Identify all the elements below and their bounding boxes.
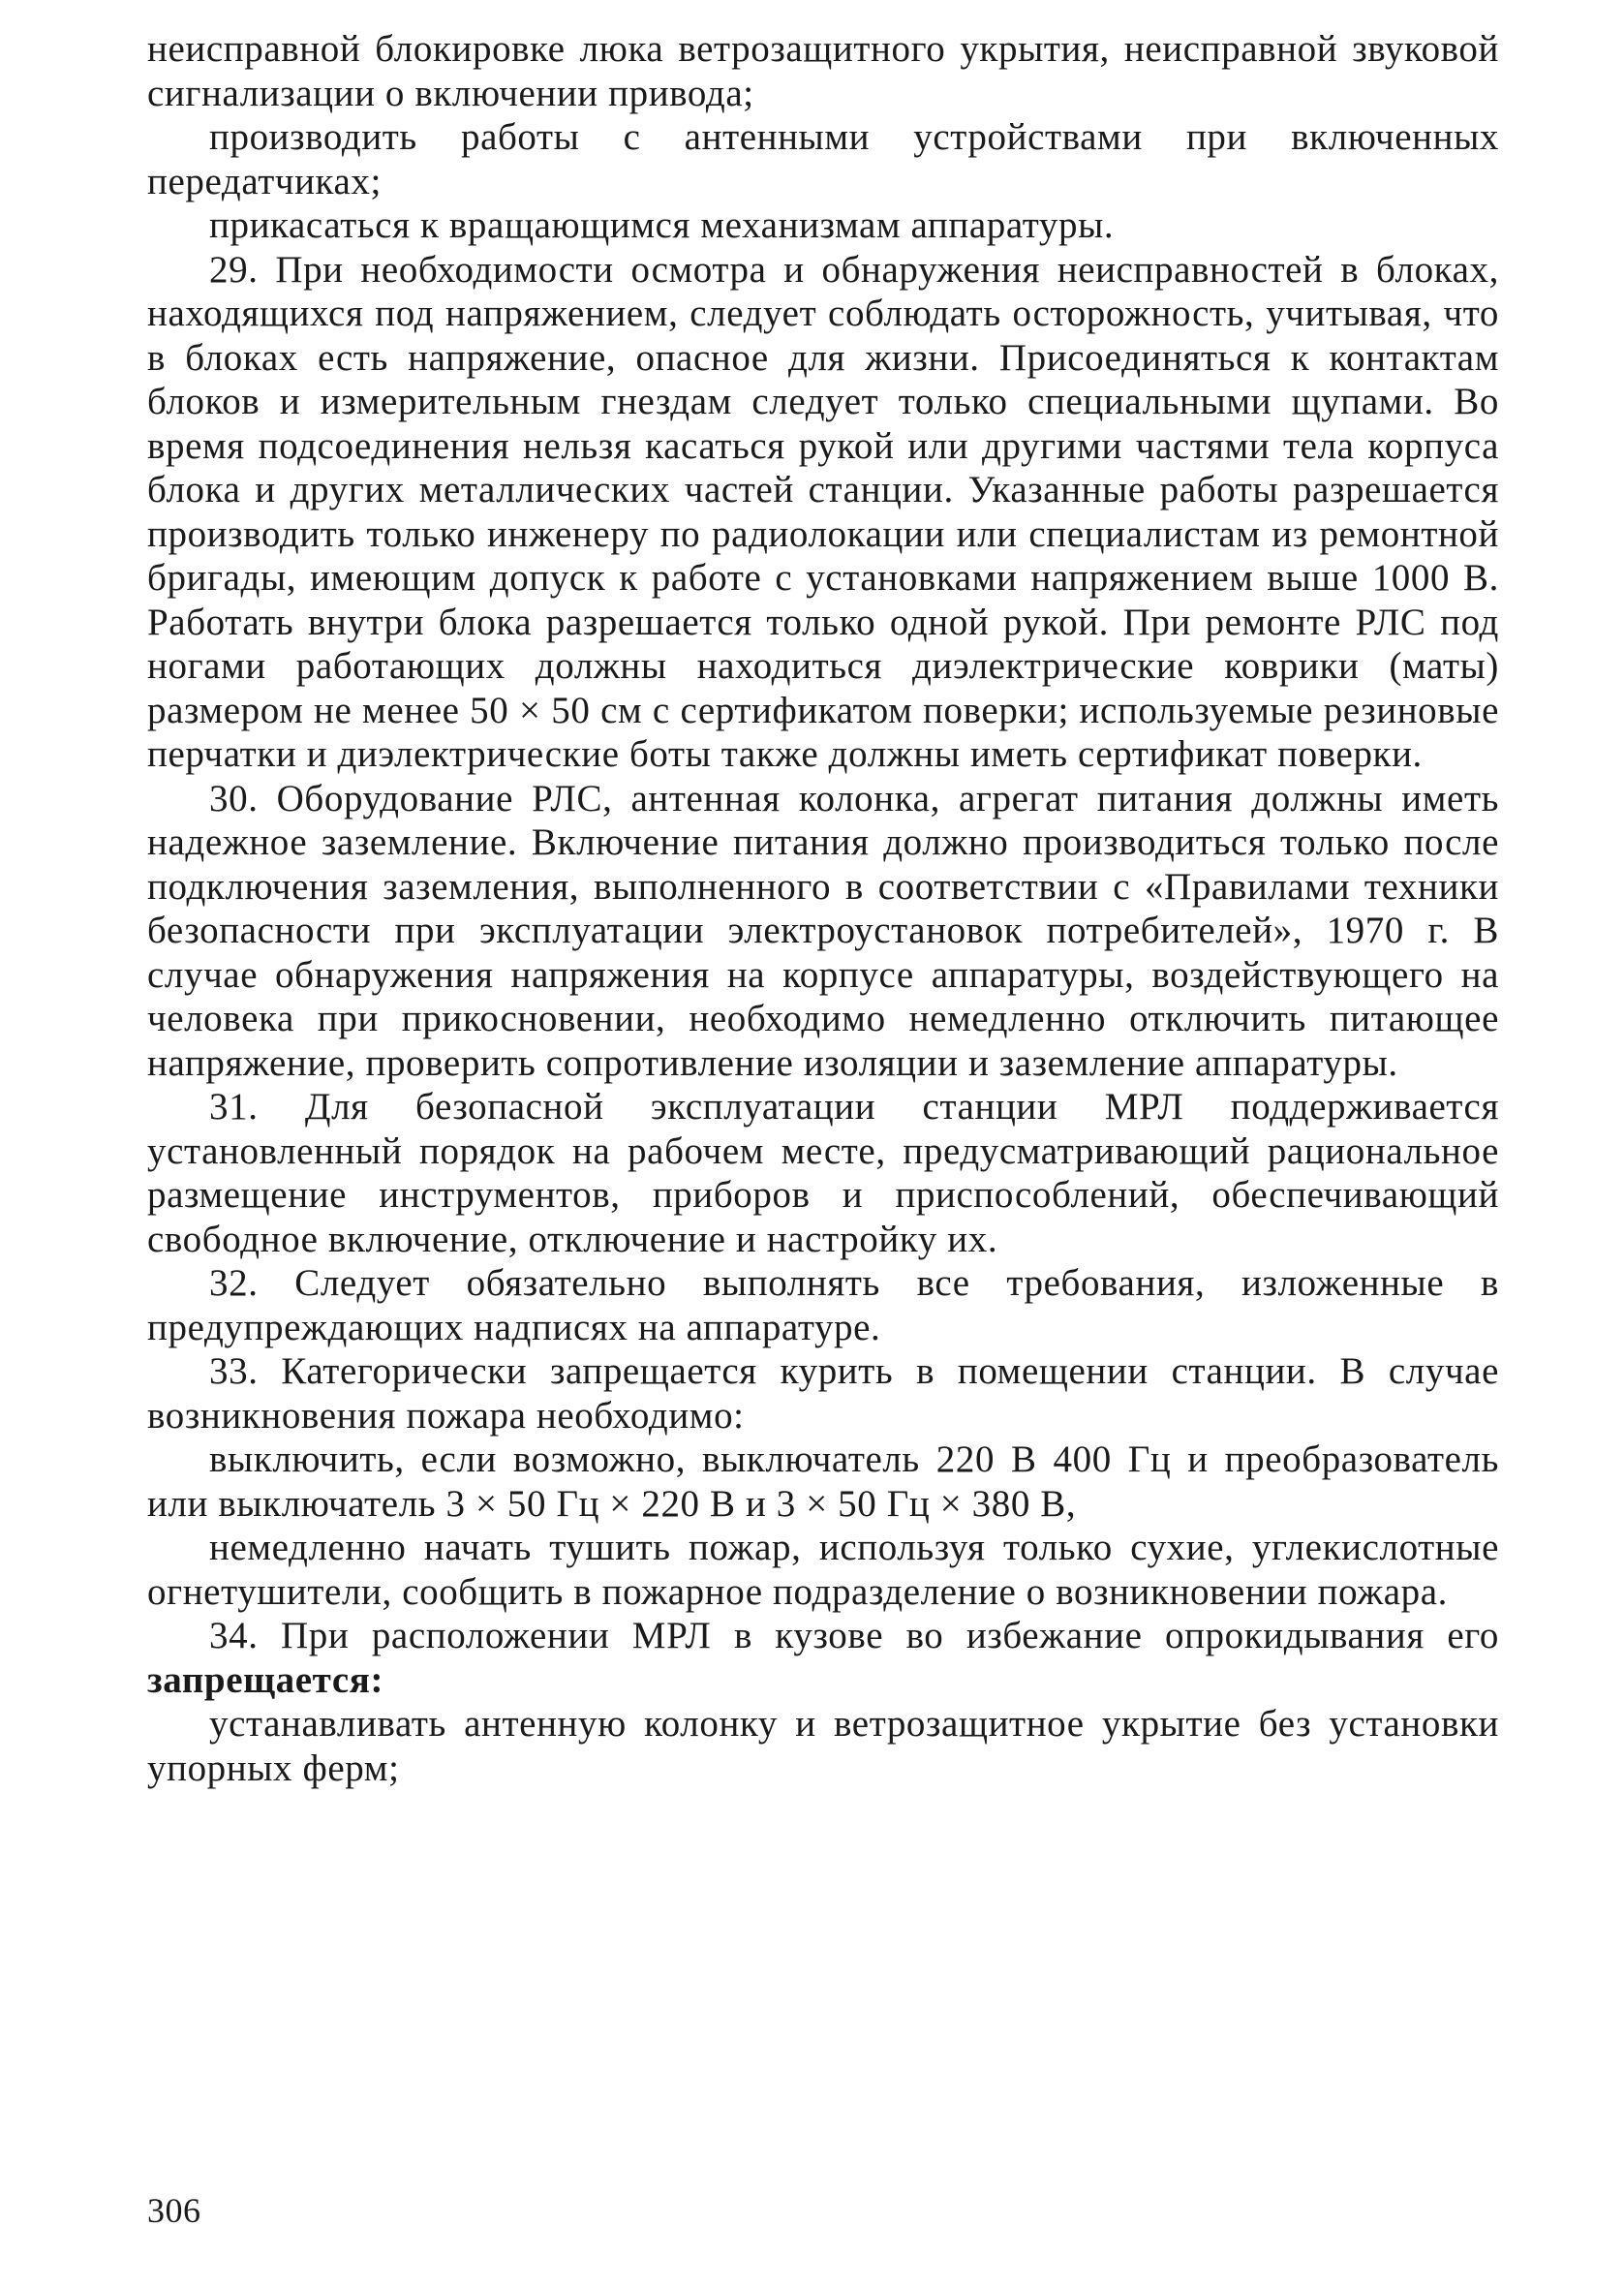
paragraph-29: 29. При необходимости осмотра и обнаружения неисправностей в блоках, находящихся под напряжением, следует соблюдать осторожность, учитывая, что в блоках есть напряжение, опасное для жизни. Присоединяться к контактам блоков и измерительным гнездам следует только специальными щупами. Во время подсоединения нельзя касаться рукой или другими частями тела корпуса блока и других металлических частей станции. Указанные работы разрешается производить только инженеру по радиолокации или специалистам из ремонтной бригады, имеющим допуск к работе с установками напряжением выше 1000 В. Работать внутри блока разрешается только одной рукой. При ремонте РЛС под ногами работающих должны находиться диэлектрические коврики (маты) размером не менее 50 × 50 см с сертификатом поверки; используемые резиновые перчатки и диэлектрические боты также должны иметь сертификат поверки.	[147, 248, 1499, 775]
page-number: 306	[147, 2191, 201, 2230]
paragraph-31: 31. Для безопасной эксплуатации станции МРЛ поддерживается установленный порядок на рабочем месте, предусматривающий рациональное размещение инструментов, приборов и приспособлений, обеспечивающий свободное включение, отключение и настройку их.	[147, 1086, 1499, 1260]
paragraph-rotating-mechanisms: прикасаться к вращающимся механизмам аппаратуры.	[209, 204, 1115, 246]
paragraph-antenna-work: производить работы с антенными устройствами при включенных передатчиках;	[147, 116, 1499, 202]
paragraph-continuation: неисправной блокировке люка ветрозащитного укрытия, неисправной звуковой сигнализации о включении привода;	[147, 28, 1499, 114]
paragraph-34	[147, 1614, 1499, 1702]
paragraph-34-bold: запрещается:	[147, 1658, 384, 1701]
paragraph-33: 33. Категорически запрещается курить в помещении станции. В случае возникновения пожара необходимо:	[147, 1350, 1499, 1437]
paragraph-extinguish: немедленно начать тушить пожар, используя только сухие, углекислотные огнетушители, сообщить в пожарное подразделение о возникновении пожара.	[147, 1527, 1499, 1613]
paragraph-32: 32. Следует обязательно выполнять все требования, изложенные в предупреждающих надписях на аппаратуре.	[147, 1262, 1499, 1348]
paragraph-install-antenna: устанавливать антенную колонку и ветрозащитное укрытие без установки упорных ферм;	[147, 1703, 1499, 1789]
paragraph-30: 30. Оборудование РЛС, антенная колонка, агрегат питания должны иметь надежное заземление. Включение питания должно производиться только после подключения заземления, выполненного в соответствии с «Правилами техники безопасности при эксплуатации электроустановок потребителей», 1970 г. В случае обнаружения напряжения на корпусе аппаратуры, воздействующего на человека при прикосновении, необходимо немедленно отключить питающее напряжение, проверить сопротивление изоляции и заземление аппаратуры.	[147, 777, 1499, 1084]
paragraph-switch-off: выключить, если возможно, выключатель 220 В 400 Гц и преобразователь или выключатель 3 × 50 Гц × 220 В и 3 × 50 Гц × 380 В,	[147, 1438, 1499, 1525]
paragraph-34-text: 34. При расположении МРЛ в кузове во избежание опрокидывания его	[209, 1615, 1499, 1656]
body-text	[147, 27, 1499, 1790]
